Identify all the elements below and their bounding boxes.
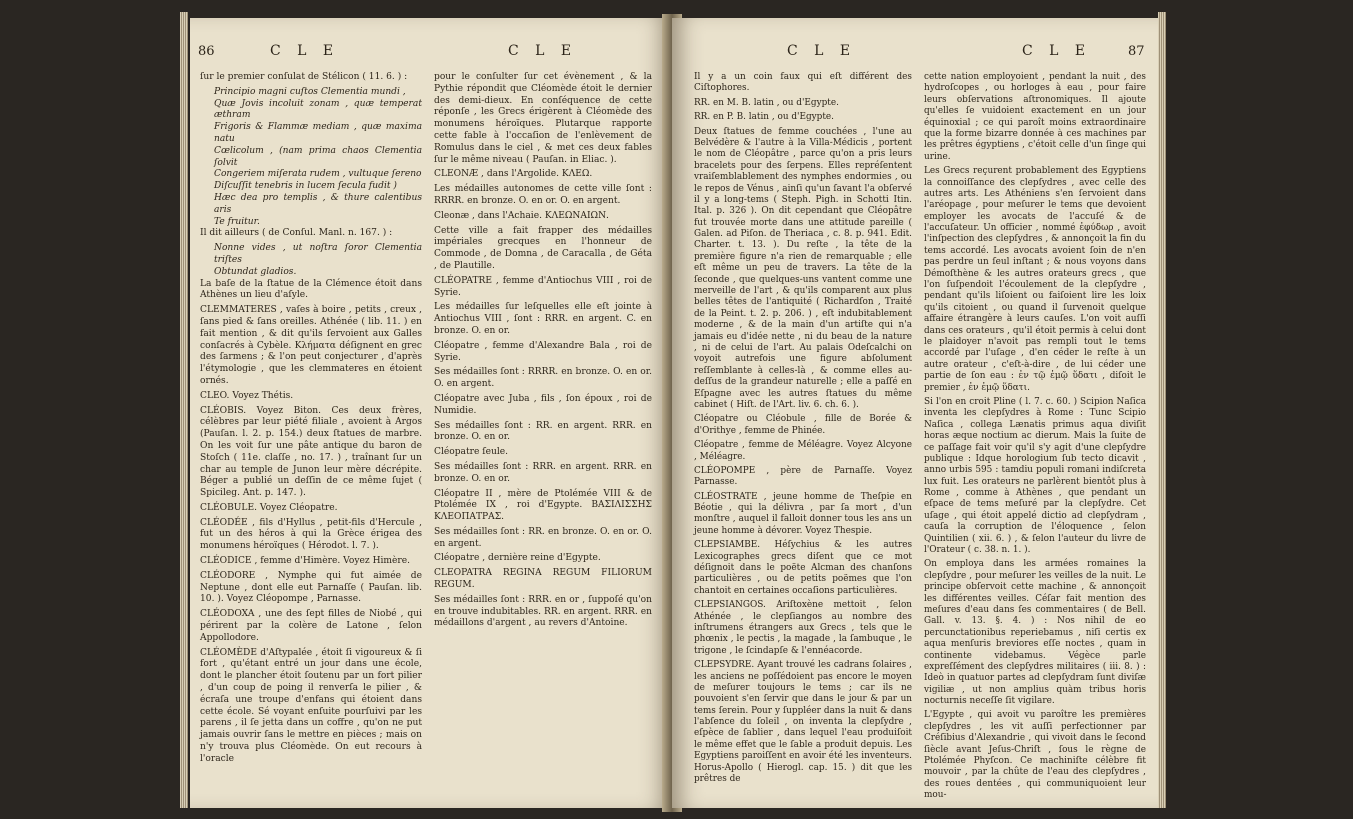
text-column-1 <box>694 72 912 788</box>
paragraph: ſur le premier conſulat de Stélicon ( 11. 6. ) : <box>200 72 408 82</box>
paragraph: RR. en P. B. latin , ou d'Egypte. <box>694 112 834 123</box>
paragraph: pour le conſulter ſur cet évènement , & la Pythie répondit que Cléomède étoit le dernier des demi-dieux. En conſéquence de cette réponſe , les Grecs érigèrent à Cléomède des monumens héroïques. Plutarque rapporte cette fable à l'occaſion de l'enlèvement de Romulus dans le ciel , & met ces deux fables ſur le même niveau ( Pauſan. in Eliac. ). <box>434 72 652 165</box>
paragraph: Les médailles autonomes de cette ville ſont : RRRR. en bronze. O. en or. O. en argent. <box>434 184 652 206</box>
paragraph: CLEONÆ , dans l'Argolide. ΚΛΕΩ. <box>434 169 593 180</box>
paragraph: CLÉOPOMPE , père de Parnaſſe. Voyez Parnasse. <box>694 465 912 488</box>
paragraph: Cléopatre ou Cléobule , fille de Borée & d'Orithye , femme de Phinée. <box>694 414 912 436</box>
paragraph: CLEO. Voyez Thétis. <box>200 390 294 401</box>
paragraph: Il dit ailleurs ( de Conſul. Manl. n. 167. ) : <box>200 228 393 239</box>
paragraph: Quæ Jovis incoluit zonam , quæ temperat æthram <box>214 98 422 121</box>
paragraph: CLÉODÉE , fils d'Hyllus , petit-fils d'Hercule , fut un des héros à qui la Grèce érigea des monumens héroïques ( Hérodot. l. 7. ). <box>200 517 422 552</box>
paragraph: CLÉOPATRE , femme d'Antiochus VIII , roi de Syrie. <box>434 275 652 298</box>
running-header: C L E <box>270 43 340 59</box>
paragraph: Cleonæ , dans l'Achaie. ΚΛΕΩΝΑΙΩΝ. <box>434 210 609 221</box>
paragraph: CLEOPATRA REGINA REGUM FILIORUM REGUM. <box>434 568 652 591</box>
paragraph: CLÉOBIS. Voyez Biton. Ces deux frères, célèbres par leur piété filiale , avoient à Argos (Pauſan. l. 2. p. 154.) deux ſtatues de marbre. On les voit ſur une pâte antique du baron de Stoſch ( 11e. claſſe , no. 17. ) , traînant ſur un char au temple de Junon leur mère décrépite. Béger a publié un deſſin de ce même ſujet ( Spicileg. Ant. p. 147. ). <box>200 405 422 499</box>
left-page-edges <box>180 12 188 808</box>
paragraph: RR. en M. B. latin , ou d'Egypte. <box>694 97 839 108</box>
paragraph: Cléopatre II , mère de Ptolémée VIII & de Ptolémée IX , roi d'Egypte. ΒΑΣΙΛΙΣΣΗΣ ΚΛΕΟΠΑΤΡΑΣ. <box>434 488 652 523</box>
text-column-2 <box>434 72 652 633</box>
paragraph: Frigoris & Flammæ mediam , quæ maxima natu <box>214 122 422 144</box>
paragraph: Te fruitur. <box>214 216 260 227</box>
running-header: C L E <box>787 43 857 59</box>
paragraph: Cléopatre ſeule. <box>434 447 509 458</box>
paragraph: Cléopatre , dernière reine d'Egypte. <box>434 553 601 564</box>
paragraph: Obtundat gladios. <box>214 266 297 277</box>
paragraph: Cœlicolum , (nam prima chaos Clementia ſolvit <box>214 145 422 168</box>
right-page <box>672 18 1158 808</box>
paragraph: CLEPSYDRE. Ayant trouvé les cadrans ſolaires , les anciens ne poſſédoient pas encore le moyen de meſurer toujours le tems ; car ils ne pouvoient s'en ſervir que dans le jour & par un tems ſerein. Pour y ſuppléer dans la nuit & dans l'abſence du ſoleil , on inventa la clepſydre , eſpèce de ſablier , dans lequel l'eau produiſoit le même effet que le ſable a produit depuis. Les Egyptiens paroiſſent en avoir été les inventeurs. Horus-Apollo ( Hierogl. cap. 15. ) dit que les prêtres de <box>694 660 912 785</box>
paragraph: Principio magni cuſtos Clementia mundi , <box>214 86 406 97</box>
page-number: 86 <box>198 44 215 59</box>
paragraph: Ses médailles ſont : RR. en argent. RRR. en bronze. O. en or. <box>434 420 652 443</box>
paragraph: CLEPSIANGOS. Ariſtoxène mettoit , ſelon Athénée , le clepſiangos au nombre des inſtrumens étrangers aux Grecs , tels que le phœnix , le pectis , la magade , la ſambuque , le trigone , le ſcindapſe & l'ennéacorde. <box>694 600 912 656</box>
paragraph: CLÉOSTRATE , jeune homme de Theſpie en Béotie , qui la délivra , par ſa mort , d'un monſtre , auquel il falloit donner tous les ans un jeune homme à dévorer. Voyez Thespie. <box>694 491 912 536</box>
text-column-2 <box>924 72 1146 805</box>
text-column-1 <box>200 72 422 769</box>
paragraph: CLÉODOXA , une des ſept filles de Niobé , qui périrent par la colère de Latone , ſelon Appollodore. <box>200 609 422 643</box>
paragraph: Cette ville a fait frapper des médailles impériales grecques en l'honneur de Commode , de Domna , de Caracalla , de Géta , de Plautille. <box>434 225 652 271</box>
paragraph: Diſcuſſit tenebris in lucem ſecula fudit ) <box>214 181 397 192</box>
paragraph: Ses médailles ſont : RR. en bronze. O. en or. O. en argent. <box>434 526 652 549</box>
paragraph: CLÉOBULE. Voyez Cléopatre. <box>200 502 338 513</box>
running-header: C L E <box>1022 43 1092 59</box>
paragraph: Hæc dea pro templis , & thure calentibus aris <box>214 192 422 215</box>
paragraph: Ses médailles ſont : RRRR. en bronze. O. en or. O. en argent. <box>434 367 652 390</box>
paragraph: CLEPSIAMBE. Héſychius & les autres Lexicographes grecs diſent que ce mot déſignoit dans le poëte Alcman des chanſons particulières , ou de petits poëmes que l'on chantoit en certaines occaſions particulières. <box>694 540 912 596</box>
paragraph: Ses médailles ſont : RRR. en argent. RRR. en bronze. O. en or. <box>434 461 652 484</box>
paragraph: CLÉOMÈDE d'Aſtypalée , étoit ſi vigoureux & ſi fort , qu'étant entré un jour dans une école, dont le plancher étoit ſoutenu par un fort pilier , d'un coup de poing il renverſa le pilier , & écraſa une troupe d'enfans qui étoient dans cette école. Sé voyant enſuite pourſuivi par les parens , il ſe jetta dans un coffre , qu'on ne put jamais ouvrir ſans le mettre en pièces ; mais on n'y trouva plus Cléomède. On eut recours à l'oracle <box>200 647 422 764</box>
paragraph: Congeriem miſerata rudem , vultuque ſereno <box>214 169 422 180</box>
paragraph: Il y a un coin faux qui eſt différent des Ciſtophores. <box>694 72 912 94</box>
paragraph: Nonne vides , ut noſtra ſoror Clementia triſtes <box>214 243 422 265</box>
page-number: 87 <box>1128 44 1145 59</box>
paragraph: CLÉODORE , Nymphe qui fut aimée de Neptune , dont elle eut Parnaſſe ( Pauſan. lib. 10. ). Voyez Cléopompe , Parnasse. <box>200 570 422 605</box>
paragraph: Deux ſtatues de femme couchées , l'une au Belvédère & l'autre à la Villa-Médicis , portent le nom de Cléopâtre , parce qu'on a pris leurs bracelets pour des ſerpens. Elles repréſentent vraiſemblablement des nymphes endormies , ou le repos de Vénus , ainſi qu'un ſavant l'a obſervé il y a long-tems ( Steph. Pigh. in Schotti Itin. Ital. p. 326 ). On dit cependant que Cléopâtre fut trouvée morte dans une attitude pareille ( Galen. ad Piſon. de Theriaca , c. 8. p. 941. Edit. Charter. t. 13. ). Du reſte , la tête de la première figure n'a rien de remarquable ; elle eſt même un peu de travers. La tête de la ſeconde , que quelques-uns vantent comme une merveille de l'art , & qu'ils comparent aux plus belles têtes de l'antiquité ( Richardſon , Traité de la Peint. t. 2. p. 206. ) , eſt indubitablement moderne , & de la main d'un artiſte qui n'a jamais eu d'idée nette , ni du beau de la nature , ni de celui de l'art. Au palais Odeſcalchi on voyoit autrefois une figure abſolument reſſemblante à celles-là , & comme elles au-deſſus de la grandeur naturelle ; elle a paſſé en Eſpagne avec les autres ſtatues du même cabinet ( Hiſt. de l'Art. liv. 6. ch. 6. ). <box>694 126 912 410</box>
paragraph: L'Egypte , qui avoit vu paroître les premières clepſydres , les vit auſſi perfectionner par Créſibius d'Alexandrie , qui vivoit dans le ſecond ſiècle avant Jeſus-Chriſt , ſous le règne de Ptolémée Phyſcon. Ce machiniſte célèbre fit mouvoir , par la chûte de l'eau des clepſydres , des roues dentées , qui communiquoient leur mou- <box>924 710 1146 801</box>
right-page-edges <box>1158 12 1166 808</box>
paragraph: La baſe de la ſtatue de la Clémence étoit dans Athènes un lieu d'aſyle. <box>200 278 422 301</box>
paragraph: cette nation employoient , pendant la nuit , des hydroſcopes , ou horloges à eau , pour faire leurs obſervations aſtronomiques. Il ajoute qu'elles ſe vuidoient exactement en un jour équinoxial ; ce qui paroît moins extraordinaire que la forme bizarre donnée à ces machines par les prêtres égyptiens , c'étoit celle d'un ſinge qui urine. <box>924 72 1146 162</box>
paragraph: Cléopatre , femme de Méléagre. Voyez Alcyone , Méléagre. <box>694 440 912 462</box>
running-header: C L E <box>508 43 578 59</box>
paragraph: Si l'on en croit Pline ( l. 7. c. 60. ) Scipion Naſica inventa les clepſydres à Rome : Tunc Scipio Naſica , collega Lænatis primus aqua diviſit horas æque noctium ac dierum. Mais la ſuite de ce paſſage fait voir qu'il s'y agit d'une clepſydre publique : Idque horologium ſub tecto dicavit , anno urbis 595 : tamdiu populi romani indiſcreta lux fuit. Les orateurs ne parlèrent bientôt plus à Rome , comme à Athènes , que pendant un eſpace de tems meſuré par la clepſydre. Cet uſage , qui étoit appelé dictio ad clepſydram , cauſa la corruption de l'éloquence , ſelon Quintilien ( xii. 6. ) , & ſelon l'auteur du livre de l'Orateur ( c. 38. n. 1. ). <box>924 396 1146 556</box>
left-page <box>190 18 670 808</box>
paragraph: Cléopatre , femme d'Alexandre Bala , roi de Syrie. <box>434 340 652 363</box>
paragraph: Cléopatre avec Juba , fils , ſon époux , roi de Numidie. <box>434 393 652 416</box>
paragraph: Les médailles ſur leſquelles elle eſt jointe à Antiochus VIII , ſont : RRR. en argent. C. en bronze. O. en or. <box>434 302 652 336</box>
paragraph: On employa dans les armées romaines la clepſydre , pour meſurer les veilles de la nuit. Le principe obſervoit cette machine , & annonçoit les différentes veilles. Céſar fait mention des meſures d'eau dans ſes commentaires ( de Bell. Gall. v. 13. §. 4. ) : Nos nihil de eo percunctationibus reperiebamus , niſi certis ex aqua menſuris breviores eſſe noctes , quam in continente videbamus. Végèce parle expreſſément des clepſydres militaires ( iii. 8. ) : Ideò in quatuor partes ad clepſydram ſunt diviſæ vigiliæ , ut non amplius quàm tribus horis nocturnis neceſſe ſit vigilare. <box>924 559 1146 707</box>
paragraph: CLEMMATERES , vaſes à boire , petits , creux , ſans pied & ſans oreilles. Athénée ( lib. 11. ) en fait mention , & dit qu'ils ſervoient aux Galles conſacrés à Cybèle. Κλήματα déſignent en grec des ſarmens ; & l'on peut conjecturer , d'après l'étymologie , que les clemmateres en étoient ornés. <box>200 305 422 386</box>
paragraph: CLÉODICE , femme d'Himère. Voyez Himère. <box>200 556 411 567</box>
paragraph: Les Grecs reçurent probablement des Egyptiens la connoiſſance des clepſydres , avec celle des autres arts. Les Athéniens s'en ſervoient dans l'aréopage , pour meſurer le tems que devoient employer les avocats de l'accuſé & de l'accuſateur. Un officier , nommé ἐφύδωρ , avoit l'inſpection des clepſydres , & annonçoit la fin du tems accordé. Les avocats avoient ſoin de n'en pas perdre un ſeul inſtant ; & nous voyons dans Démoſthène & les autres orateurs grecs , que l'on ſuſpendoit l'écoulement de la clepſydre , pendant qu'ils liſoient ou faiſoient lire les loix qu'ils citoient , ou quand il ſurvenoit quelque affaire étrangère à leurs cauſes. L'on voit auſſi dans ces orateurs , qu'il étoit permis à celui dont le plaidoyer n'avoit pas rempli tout le tems accordé par l'uſage , d'en céder le reſte à un autre orateur , c'eſt-à-dire , de lui céder une partie de ſon eau : ἐν τῷ ἐμῷ ὕδατι , diſoit le premier , ἐν ἐμῷ ὕδατι. <box>924 166 1146 393</box>
paragraph: Ses médailles ſont : RRR. en or , ſuppoſé qu'on en trouve indubitables. RR. en argent. RRR. en médaillons d'argent , au revers d'Antoine. <box>434 594 652 629</box>
